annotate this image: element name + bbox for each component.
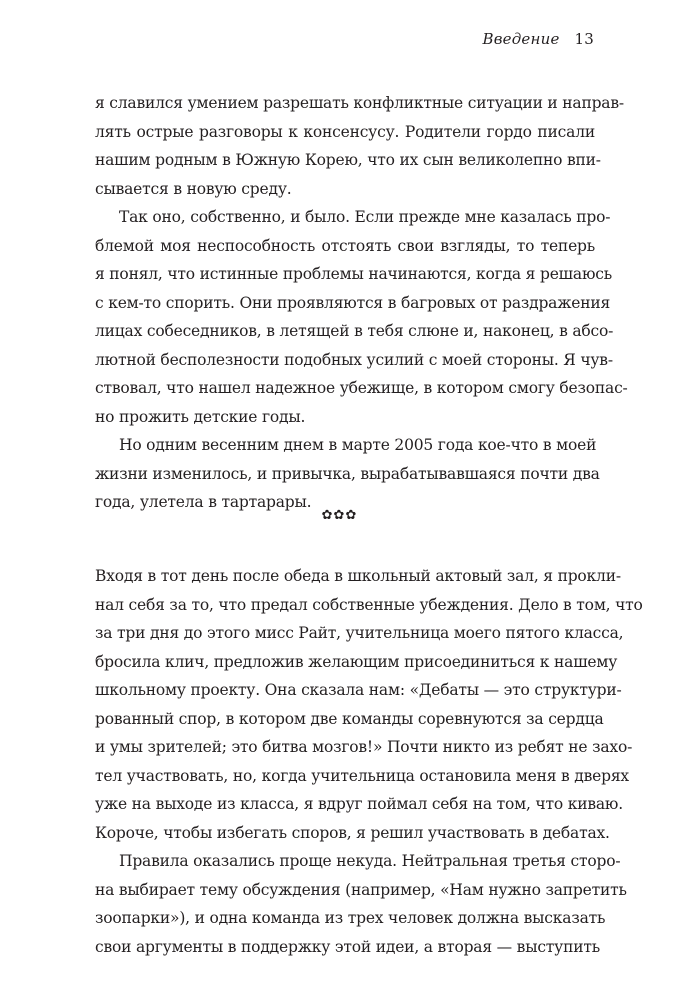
text-line: я понял, что истинные проблемы начинаются, когда я решаюсь bbox=[95, 265, 612, 283]
text-line: уже на выходе из класса, я вдруг поймал себя на том, что киваю. bbox=[95, 795, 623, 813]
text-line: рованный спор, в котором две команды соревнуются за сердца bbox=[95, 709, 604, 728]
text-line: лять острые разговоры к консенсусу. Родители гордо писали bbox=[95, 122, 595, 141]
text-line: за три дня до этого мисс Райт, учительница моего пятого класса, bbox=[95, 624, 624, 642]
text-line: тел участвовать, но, когда учительница остановила меня в дверях bbox=[95, 766, 629, 785]
page-number: 13 bbox=[574, 30, 594, 48]
text-line: ствовал, что нашел надежное убежище, в котором смогу безопас- bbox=[95, 379, 628, 397]
section-separator-ornament: ✿✿✿ bbox=[321, 508, 358, 523]
running-head bbox=[482, 30, 594, 48]
paragraph bbox=[95, 203, 628, 431]
text-line: бросила клич, предложив желающим присоединиться к нашему bbox=[95, 652, 618, 671]
text-line: школьному проекту. Она сказала нам: «Дебаты — это структури- bbox=[95, 681, 622, 699]
text-line: нал себя за то, что предал собственные убеждения. Дело в том, что bbox=[95, 595, 643, 614]
text-line: блемой моя неспособность отстоять свои взгляды, то теперь bbox=[95, 236, 595, 255]
paragraph bbox=[95, 847, 627, 961]
text-line: и умы зрителей; это битва мозгов!» Почти никто из ребят не захо- bbox=[95, 738, 633, 756]
paragraph bbox=[95, 431, 600, 517]
text-line: лютной бесполезности подобных усилий с моей стороны. Я чув- bbox=[95, 350, 613, 369]
text-line: Правила оказались проще некуда. Нейтральная третья сторо- bbox=[119, 852, 621, 870]
paragraph bbox=[95, 89, 624, 203]
text-line: года, улетела в тартарары. bbox=[95, 493, 312, 511]
text-line: но прожить детские годы. bbox=[95, 407, 306, 426]
section-title: Введение bbox=[482, 30, 560, 48]
text-line: с кем-то спорить. Они проявляются в багровых от раздражения bbox=[95, 293, 611, 312]
text-line: жизни изменилось, и привычка, вырабатывавшаяся почти два bbox=[95, 464, 600, 483]
text-line: свои аргументы в поддержку этой идеи, а вторая — выступить bbox=[95, 937, 600, 956]
text-line: Но одним весенним днем в марте 2005 года кое-что в моей bbox=[119, 436, 597, 454]
paragraph bbox=[95, 562, 643, 847]
body-text-section-1 bbox=[95, 89, 628, 517]
text-line: Короче, чтобы избегать споров, я решил участвовать в дебатах. bbox=[95, 823, 610, 842]
body-text-section-2 bbox=[95, 562, 643, 961]
text-line: на выбирает тему обсуждения (например, «Нам нужно запретить bbox=[95, 880, 627, 899]
text-line: нашим родным в Южную Корею, что их сын великолепно впи- bbox=[95, 151, 601, 169]
text-line: лицах собеседников, в летящей в тебя слюне и, наконец, в абсо- bbox=[95, 322, 614, 340]
text-line: Так оно, собственно, и было. Если прежде мне казалась про- bbox=[119, 208, 611, 226]
text-line: я славился умением разрешать конфликтные ситуации и направ- bbox=[95, 94, 624, 112]
text-line: зоопарки»), и одна команда из трех человек должна высказать bbox=[95, 909, 606, 927]
text-line: Входя в тот день после обеда в школьный актовый зал, я прокли- bbox=[95, 567, 621, 585]
text-line: сывается в новую среду. bbox=[95, 179, 292, 198]
